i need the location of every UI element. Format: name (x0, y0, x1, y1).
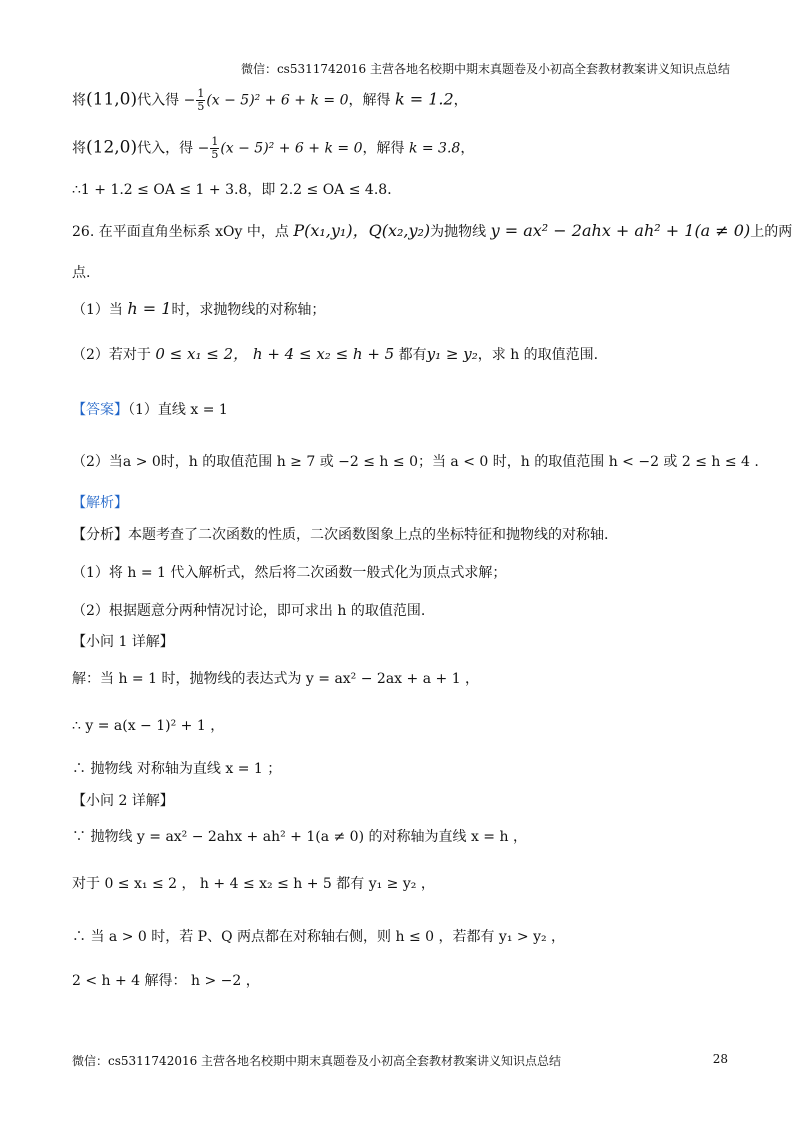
fraction: $\frac{1}{5}$ (211, 135, 219, 161)
solution-4: ∵ 抛物线 y = ax² − 2ahx + ah² + 1(a ≠ 0) 的对称轴为直线 x = h ， (72, 829, 527, 845)
solution-5: 对于 0 ≤ x₁ ≤ 2 ， h + 4 ≤ x₂ ≤ h + 5 都有 y₁ ≥ y₂ ， (72, 876, 435, 892)
points: P(x₁,y₁)，Q(x₂,y₂) (293, 221, 431, 240)
text: 代入得 (137, 92, 180, 109)
equation: (x − 5)² + 6 + k = 0 (220, 140, 363, 157)
point: (11,0) (86, 89, 138, 110)
text: 将 (72, 140, 86, 157)
text: ，解得 (348, 92, 391, 109)
condition: 0 ≤ x₁ ≤ 2， h + 4 ≤ x₂ ≤ h + 5 (155, 345, 395, 363)
analysis-2: （2）根据题意分两种情况讨论，即可求出 h 的取值范围. (72, 603, 426, 619)
text: ，求 h 的取值范围. (477, 347, 599, 363)
text: （2）若对于 (72, 347, 151, 363)
text: 26. 在平面直角坐标系 xOy 中，点 (72, 224, 289, 240)
subsection-2: 【小问 2 详解】 (72, 793, 174, 809)
analysis: 【分析】本题考查了二次函数的性质，二次函数图象上点的坐标特征和抛物线的对称轴. (72, 527, 609, 543)
parabola-equation: y = ax² − 2ahx + ah² + 1(a ≠ 0) (490, 221, 751, 240)
question-26 (72, 218, 792, 241)
page-footer: 微信：cs5311742016 主营各地名校期中期末真题卷及小初高全套教材教案讲义知识点总结 (72, 1054, 562, 1068)
text: （1）当 (72, 302, 123, 318)
text: 上的两 (750, 224, 793, 240)
answer-tag: 【答案】 (72, 402, 128, 418)
solution-2: ∴ y = a(x − 1)² + 1 ， (72, 718, 225, 734)
question-26-part1 (72, 299, 325, 319)
text: ， (460, 140, 475, 157)
question-26-cont: 点. (72, 265, 91, 281)
text: ，解得 (362, 140, 405, 157)
text: 都有 (398, 347, 427, 363)
jiexi-tag: 【解析】 (72, 495, 128, 511)
analysis-1: （1）将 h = 1 代入解析式，然后将二次函数一般式化为顶点式求解； (72, 565, 507, 581)
solution-6: ∴ 当 a > 0 时，若 P、Q 两点都在对称轴右侧，则 h ≤ 0 ，若都有 y₁ > y₂ ， (72, 929, 566, 945)
text: 代入，得 (137, 140, 194, 157)
point: (12,0) (86, 137, 138, 158)
subsection-1: 【小问 1 详解】 (72, 634, 174, 650)
fraction: $\frac{1}{5}$ (197, 87, 205, 113)
text: 时，求抛物线的对称轴； (171, 302, 326, 318)
line-oa-range: ∴1 + 1.2 ≤ OA ≤ 1 + 3.8，即 2.2 ≤ OA ≤ 4.8． (72, 182, 402, 198)
solution-1: 解：当 h = 1 时，抛物线的表达式为 y = ax² − 2ax + a + 1 ， (72, 671, 480, 687)
inequality: y₁ ≥ y₂ (426, 345, 478, 363)
page-number: 28 (712, 1052, 728, 1066)
result: k = 1.2 (394, 89, 454, 109)
solution-7: 2 < h + 4 解得： h > −2 ， (72, 973, 260, 989)
text: 为抛物线 (430, 224, 487, 240)
equation: (x − 5)² + 6 + k = 0 (206, 92, 349, 109)
line-substitute-12: 将(12,0)代入，得 − $\frac{1}{5}$ (x − 5)² + 6 + k = 0，解得 k = 3.8， (72, 135, 475, 161)
page-header: 微信：cs5311742016 主营各地名校期中期末真题卷及小初高全套教材教案讲义知识点总结 (240, 62, 730, 76)
solution-3: ∴ 抛物线 对称轴为直线 x = 1 ； (72, 761, 282, 777)
text: ， (453, 92, 468, 109)
text: 将 (72, 92, 86, 109)
answer-line-2: （2）当a > 0时，h 的取值范围 h ≥ 7 或 −2 ≤ h ≤ 0；当 a < 0 时，h 的取值范围 h < −2 或 2 ≤ h ≤ 4 . (72, 454, 759, 470)
question-26-part2 (72, 343, 598, 364)
answer-line-1 (72, 399, 228, 419)
line-substitute-11: 将(11,0)代入得 − $\frac{1}{5}$ (x − 5)² + 6 + k = 0，解得 k = 1.2， (72, 87, 468, 113)
equation: h = 1 (127, 299, 172, 318)
result: k = 3.8 (408, 140, 461, 157)
answer-text: （1）直线 x = 1 (128, 402, 228, 418)
